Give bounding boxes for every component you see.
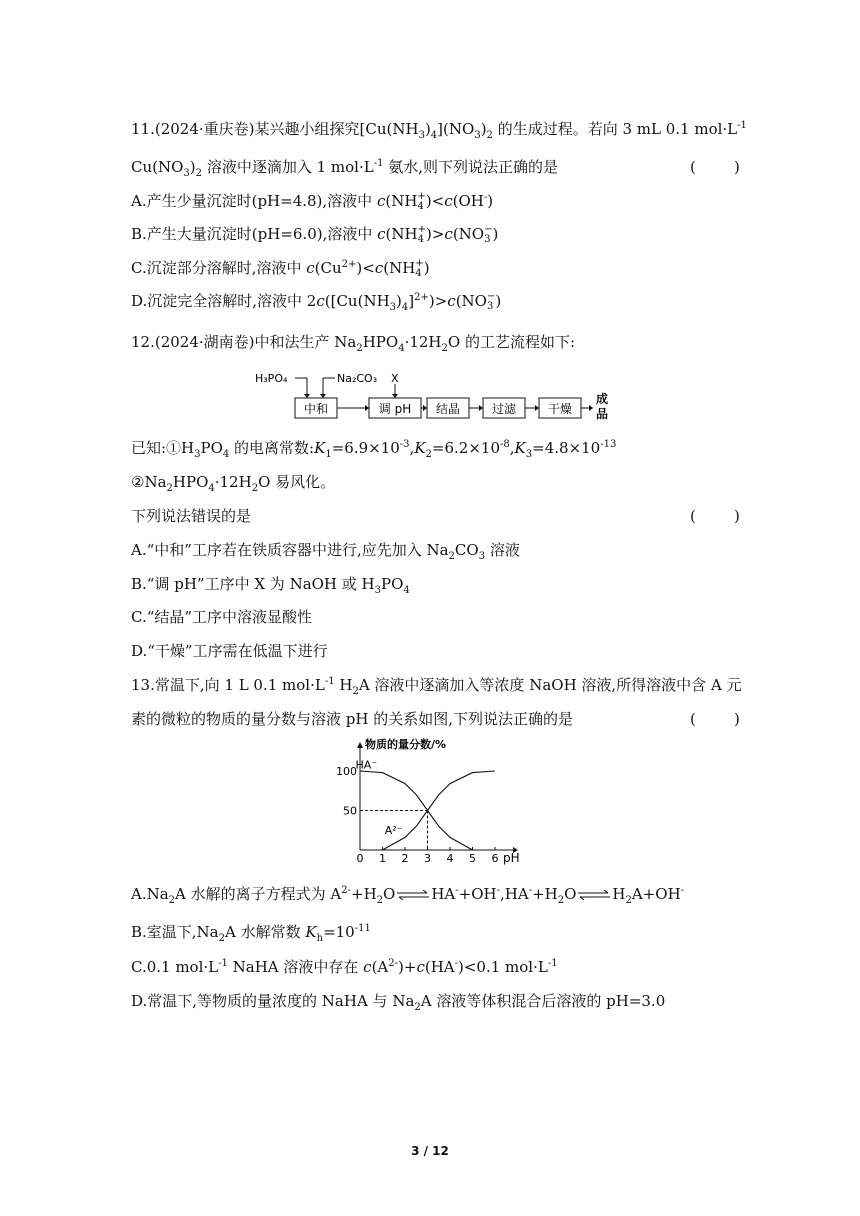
y-tick-label: 50: [343, 804, 357, 818]
q13-option-d: D.常温下,等物质的量浓度的 NaHA 与 $Na_2A$ 溶液等体积混合后溶液的 pH=3.0: [131, 992, 666, 1013]
q12-option-a: A.“中和”工序若在铁质容器中进行,应先加入 $Na_2CO_3$ 溶液: [131, 541, 520, 562]
q11-option-a: A.产生少量沉淀时(pH=4.8),溶液中 c(NH + 4 )<c(OH-): [131, 191, 494, 212]
q13-option-b: B.室温下$,Na_2A$ 水解常数 $K_h=10^{-11}$: [131, 923, 371, 944]
q12-option-b: B.“调 pH”工序中 X 为 NaOH 或 $H_3PO_4$: [131, 575, 410, 596]
y-tick-label: 100: [336, 765, 357, 778]
q12-answer-bracket: ( ): [690, 507, 740, 525]
equilibrium-arrow-icon: [576, 885, 612, 905]
q13-option-a: $A.Na_2A$ 水解的离子方程式为 $A^{2-}+H_2O$ $HA^-+OH^-,HA^-+H_2O$ $H_2A+OH^-$: [131, 885, 685, 906]
q11-option-d: D.沉淀完全溶解时,溶液中 $2c([Cu(NH_3)_4]^{2+})>c(NO$ − 3 ): [131, 291, 502, 313]
q11-answer-bracket: ( ): [690, 158, 740, 176]
x-tick-label: 5: [469, 852, 476, 865]
flow-input-h3po4: H₃PO₄: [255, 372, 288, 385]
y-axis-title: 物质的量分数/%: [365, 738, 447, 751]
flow-box-label-5: 干燥: [547, 402, 573, 416]
flow-input-na2co3: Na₂CO₃: [337, 372, 378, 385]
page-number: 3 / 12: [411, 1144, 449, 1158]
q12-stem: 12.(2024·湖南卷)中和法生产 $Na_2HPO_4\cdot 12H_2O$ 的工艺流程如下:: [131, 333, 576, 354]
q11-stem-line1: 11.(2024·重庆卷)某兴趣小组探究$[Cu(NH_3)_4](NO_3)_2$ 的生成过程。若向 3 mL 0.1 $mol\cdot L^{-1}$: [131, 120, 747, 141]
process-flow-diagram: [255, 370, 615, 428]
flow-box-label-1: 中和: [303, 402, 329, 416]
q12-known-1: 已知$:①H_3PO_4$ 的电离常数$:K_1=6.9\times 10^{-3},K_2=6.2\times 10^{-8},K_3=4.8\times 10^{-13}$: [131, 439, 617, 460]
flow-box-label-2: 调 pH: [378, 402, 412, 416]
x-tick-label: 1: [379, 852, 386, 865]
species-fraction-chart: [335, 738, 535, 868]
q13-answer-bracket: ( ): [690, 710, 740, 728]
series-label-ha: HA⁻: [355, 758, 378, 772]
q12-option-d: D.“干燥”工序需在低温下进行: [131, 642, 328, 660]
q11-option-b: B.产生大量沉淀时(pH=6.0),溶液中 c(NH + 4 )>c(NO − 3 ): [131, 224, 499, 245]
flow-input-x: X: [391, 372, 399, 385]
q12-known-2: $②Na_2HPO_4\cdot 12H_2O$ 易风化。: [131, 473, 336, 494]
x-tick-label: 4: [446, 852, 454, 865]
q12-question: 下列说法错误的是: [131, 507, 252, 525]
equilibrium-arrow-icon: [395, 885, 431, 905]
y-axis-arrow: [357, 742, 363, 748]
flow-box-label-4: 过滤: [491, 402, 517, 416]
q11-stem-line2: $Cu(NO_3)_2$ 溶液中逐滴加入 1 $mol\cdot L^{-1}$ 氨水,则下列说法正确的是: [131, 158, 558, 179]
q13-stem-line1: 13.常温下,向 1 L 0.1 $mol\cdot L^{-1}$ $H_2A$ 溶液中逐滴加入等浓度 NaOH 溶液,所得溶液中含 A 元: [131, 676, 742, 697]
q13-stem-line2: 素的微粒的物质的量分数与溶液 pH 的关系如图,下列说法正确的是: [131, 710, 573, 728]
x-tick-label: 2: [401, 852, 409, 865]
flow-product-label: 成品: [596, 392, 609, 421]
series-line-a2: [383, 771, 496, 850]
x-tick-label: 6: [491, 852, 499, 865]
x-axis-title: pH: [503, 851, 520, 865]
q11-option-c: C.沉淀部分溶解时,溶液中 $c(Cu^{2+})<c(NH$ + 4 ): [131, 258, 430, 279]
series-label-a2: A²⁻: [384, 824, 403, 838]
q12-option-c: C.“结晶”工序中溶液显酸性: [131, 608, 313, 626]
x-tick-label: 3: [424, 852, 431, 865]
x-tick-label: 0: [356, 852, 364, 865]
flow-box-label-3: 结晶: [435, 402, 461, 416]
q13-option-c: C.0.1 $mol\cdot L^{-1}$ NaHA 溶液中存在 $c(A^{2-})+c(HA^-)<0.1$ $mol\cdot L^{-1}$: [131, 958, 558, 976]
